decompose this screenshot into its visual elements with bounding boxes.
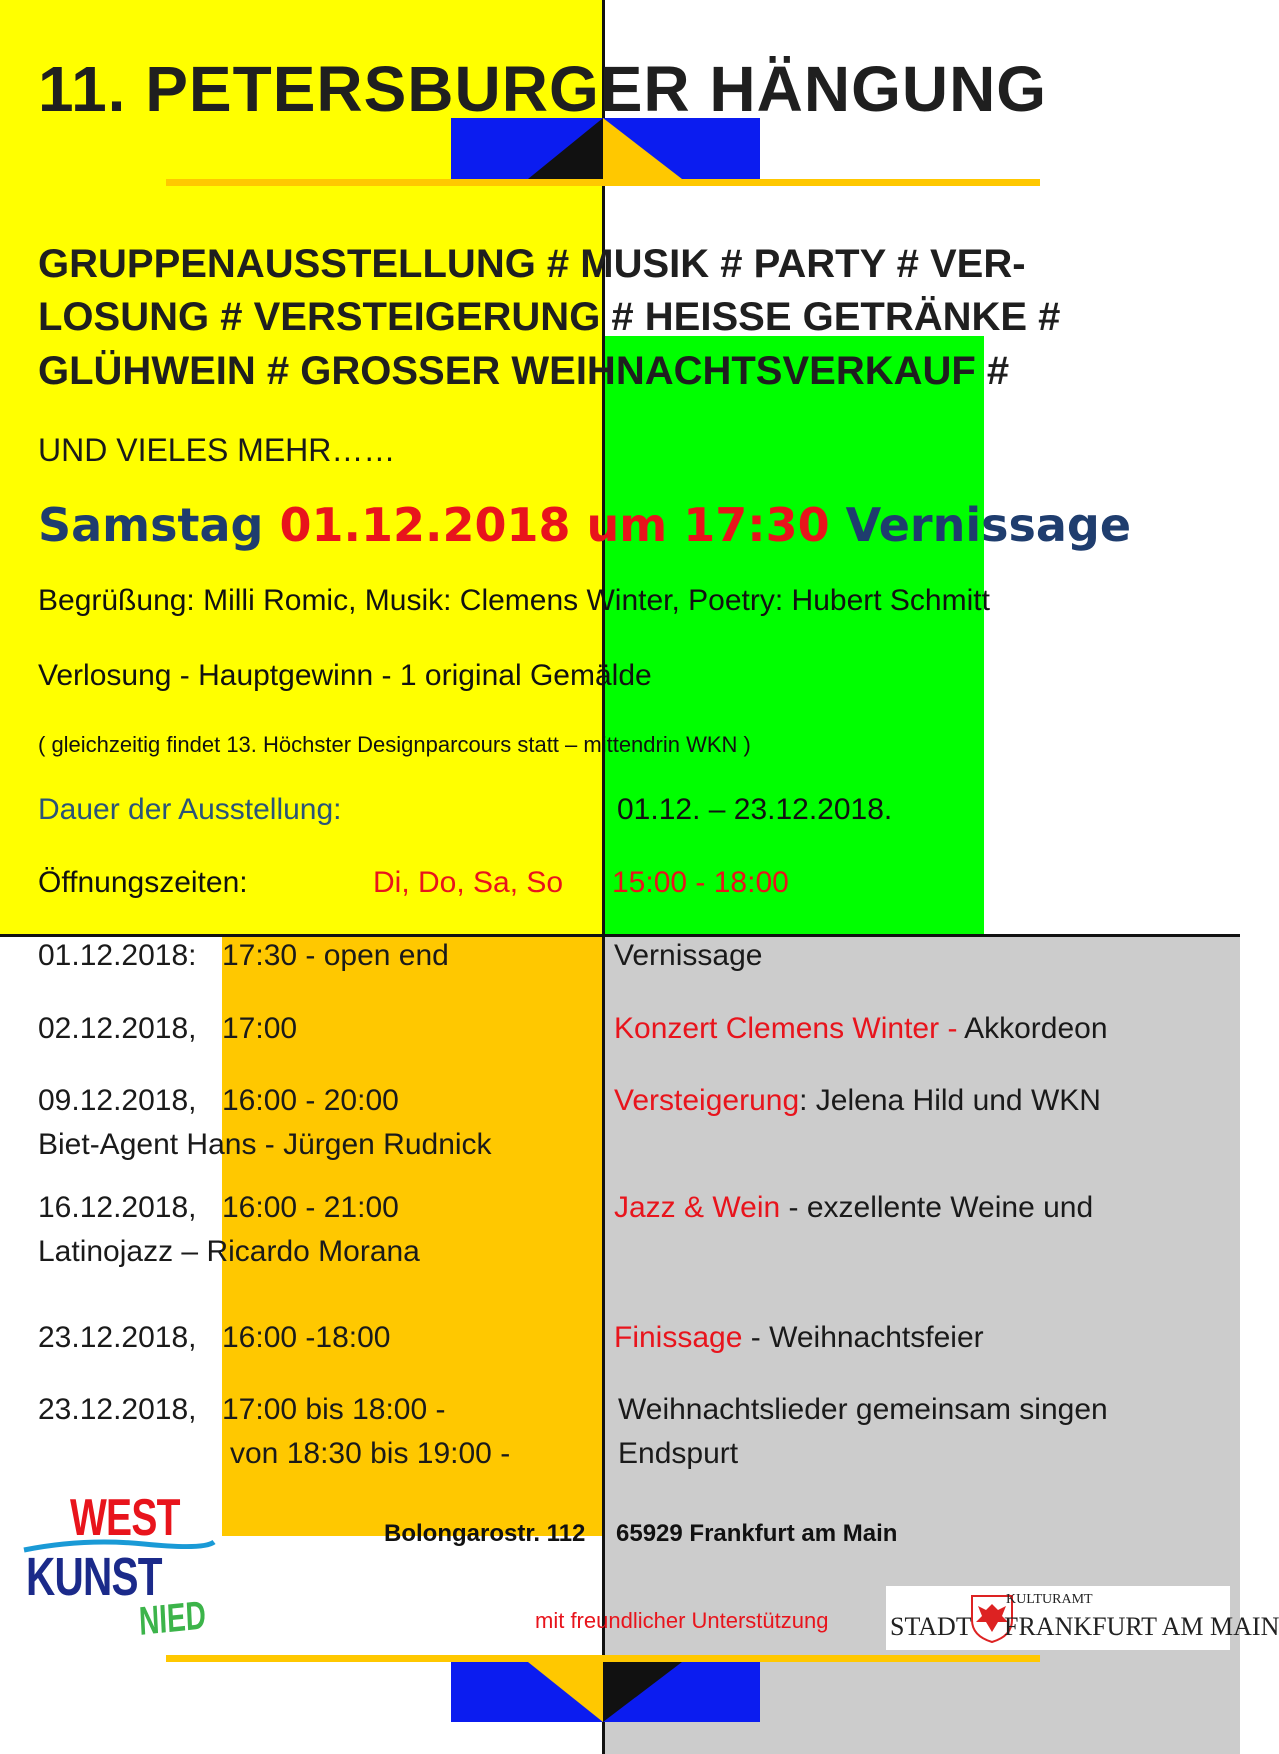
schedule-time-2: 17:00 [222, 1012, 298, 1045]
greeting-text: Begrüßung: Milli Romic, Musik: Clemens Winter, Poetry: Hubert Schmitt [38, 584, 990, 617]
address-city: 65929 Frankfurt am Main [616, 1520, 898, 1547]
logo-stadt: STADT [890, 1612, 972, 1641]
schedule-event-1: Vernissage [614, 939, 763, 972]
logo-city: FRANKFURT AM MAIN [1004, 1612, 1279, 1641]
schedule-event-4 [614, 1191, 1093, 1225]
schedule-time2-6: von 18:30 bis 19:00 - [230, 1437, 511, 1470]
headline-event: Vernissage [845, 498, 1132, 552]
schedule-time-1: 17:30 - open end [222, 939, 449, 972]
schedule-date-2: 02.12.2018, [38, 1012, 197, 1045]
headline-date: 01.12.2018 [279, 498, 571, 552]
support-text: mit freundlicher Unterstützung [535, 1608, 829, 1633]
duration-value: 01.12. – 23.12.2018. [617, 793, 893, 826]
schedule-event-5 [614, 1321, 984, 1355]
logo-west: WEST [70, 1489, 180, 1547]
green-block [603, 336, 984, 936]
duration-label: Dauer der Ausstellung: [38, 793, 342, 826]
schedule-event-3-highlight: Versteigerung [614, 1084, 800, 1117]
hours-time: 15:00 - 18:00 [612, 866, 789, 899]
schedule-time-6: 17:00 bis 18:00 - [222, 1393, 446, 1426]
schedule-event-6: Weihnachtslieder gemeinsam singen [618, 1393, 1108, 1426]
schedule-event2-6: Endspurt [618, 1437, 739, 1470]
schedule-line2-4: Latinojazz – Ricardo Morana [38, 1235, 420, 1268]
schedule-date-5: 23.12.2018, [38, 1321, 197, 1354]
headline-day: Samstag [38, 498, 264, 552]
horizontal-divider [0, 934, 1240, 937]
schedule-date-6: 23.12.2018, [38, 1393, 197, 1426]
logo-kulturamt: KULTURAMT [1006, 1592, 1093, 1607]
schedule-event-2-rest: Akkordeon [957, 1012, 1108, 1045]
schedule-time-5: 16:00 -18:00 [222, 1321, 391, 1354]
schedule-event-3-rest: : Jelena Hild und WKN [799, 1084, 1101, 1117]
features-line-3: GLÜHWEIN # GROSSER WEIHNACHTSVERKAUF # [38, 349, 1010, 393]
bottom-decoration [0, 1650, 1240, 1754]
schedule-date-4: 16.12.2018, [38, 1191, 197, 1224]
logo-kunst: KUNST [26, 1547, 162, 1607]
schedule-event-5-rest: - Weihnachtsfeier [742, 1321, 984, 1354]
schedule-event-4-rest: - exzellente Weine und [780, 1191, 1094, 1224]
raffle-text: Verlosung - Hauptgewinn - 1 original Gemälde [38, 659, 652, 692]
hours-days: Di, Do, Sa, So [373, 866, 564, 899]
hours-label: Öffnungszeiten: [38, 866, 248, 899]
headline-time: um 17:30 [586, 498, 830, 552]
features-line-1: GRUPPENAUSSTELLUNG # MUSIK # PARTY # VER- [38, 242, 1026, 286]
schedule-event-3 [614, 1084, 1101, 1118]
westkunst-logo [24, 1488, 224, 1658]
schedule-time-3: 16:00 - 20:00 [222, 1084, 399, 1117]
schedule-event-2-highlight: Konzert Clemens Winter - [614, 1012, 958, 1045]
schedule-event-4-highlight: Jazz & Wein [614, 1191, 781, 1224]
stadt-frankfurt-logo [886, 1586, 1279, 1650]
schedule-date-1: 01.12.2018: [38, 939, 197, 972]
schedule-time-4: 16:00 - 21:00 [222, 1191, 399, 1224]
address-street: Bolongarostr. 112 [384, 1520, 586, 1547]
features-line-2: LOSUNG # VERSTEIGERUNG # HEISSE GETRÄNKE # [38, 295, 1061, 339]
logo-nied: NIED [138, 1593, 207, 1644]
note-text: ( gleichzeitig findet 13. Höchster Designparcours statt – mittendrin WKN ) [38, 732, 751, 757]
schedule-event-5-highlight: Finissage [614, 1321, 743, 1354]
schedule-line2-3: Biet-Agent Hans - Jürgen Rudnick [38, 1128, 492, 1161]
more-text: UND VIELES MEHR…… [38, 432, 396, 468]
schedule-date-3: 09.12.2018, [38, 1084, 197, 1117]
page-title: 11. PETERSBURGER HÄNGUNG [38, 53, 1048, 125]
schedule-event-2 [614, 1012, 1108, 1046]
headline [38, 498, 1131, 552]
